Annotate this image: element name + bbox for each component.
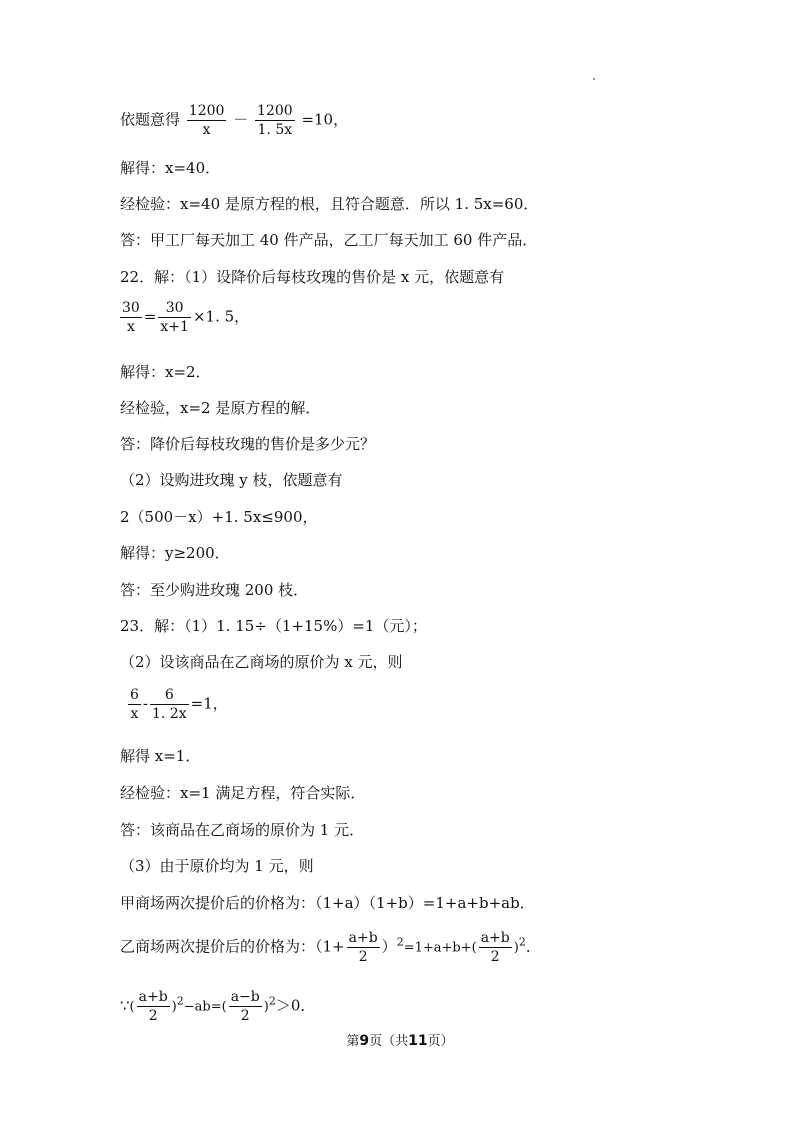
text-line: 答：该商品在乙商场的原价为 1 元． (120, 821, 365, 839)
fraction: $\frac{a-b}{2}$ (230, 989, 260, 1024)
text-line: 答：降价后每枝玫瑰的售价是多少元？ (120, 435, 376, 453)
fraction: $\frac{a+b}{2}$ (348, 930, 378, 965)
text-line: 经检验，x=2 是原方程的解． (120, 399, 321, 417)
text-line: （3）由于原价均为 1 元，则 (120, 857, 314, 875)
text-line: 解得：x=40． (120, 159, 221, 177)
fraction: $\frac{6}{x}$ (130, 687, 139, 722)
fraction: $\frac{a+b}{2}$ (480, 930, 510, 965)
fraction: $\frac{a+b}{2}$ (138, 989, 168, 1024)
equation-1: 依题意得 $\frac{1200}{x}$ － $\frac{1200}{1. 5x}$ =10， (120, 103, 349, 138)
eq1-prefix: 依题意得 (120, 110, 181, 129)
equation-3: $\frac{6}{x}$ - $\frac{6}{1. 2x}$ =1， (130, 687, 228, 722)
equation-5: ∵( $\frac{a+b}{2}$ )$^2$−ab=( $\frac{a-b}{2}$ )$^2$＞0． (120, 989, 316, 1024)
equation-2: $\frac{30}{x}$ = $\frac{30}{x+1}$ ×1. 5， (122, 300, 250, 335)
text-line: 23．解：（1）1. 15÷（1+15%）=1（元）； (120, 617, 427, 635)
text-line: 22．解：（1）设降价后每枝玫瑰的售价是 x 元，依题意有 (120, 268, 505, 286)
fraction: $\frac{1200}{x}$ (188, 103, 225, 138)
fraction: $\frac{30}{x+1}$ (160, 300, 189, 335)
stray-dot (593, 78, 595, 80)
text-line: （2）设该商品在乙商场的原价为 x 元，则 (120, 653, 403, 671)
text-line: 解得 x=1． (120, 747, 201, 765)
page-total: 11 (408, 1033, 428, 1049)
fraction: $\frac{6}{1. 2x}$ (152, 687, 187, 722)
page-number: 9 (359, 1033, 370, 1049)
fraction: $\frac{30}{x}$ (122, 300, 140, 335)
text-line: 2（500－x）+1. 5x≤900， (120, 508, 318, 526)
text-line: 解得：y≥200． (120, 544, 230, 562)
text-line: （2）设购进玫瑰 y 枝，依题意有 (120, 471, 343, 489)
text-line: 甲商场两次提价后的价格为：（1+a）（1+b）=1+a+b+ab． (120, 894, 535, 912)
text-line: 答：甲工厂每天加工 40 件产品，乙工厂每天加工 60 件产品． (120, 231, 538, 249)
equation-4: 乙商场两次提价后的价格为：（1+ $\frac{a+b}{2}$ ）$^2$=1+a+b+( $\frac{a+b}{2}$ )$^2$． (120, 930, 541, 965)
text-line: 经检验：x=1 满足方程，符合实际． (120, 784, 366, 802)
text-line: 答：至少购进玫瑰 200 枝． (120, 581, 309, 599)
text-line: 解得：x=2． (120, 363, 211, 381)
page-footer: 第9页（共11页） (346, 1033, 454, 1049)
text-line: 经检验：x=40 是原方程的根，且符合题意．所以 1. 5x=60． (120, 195, 539, 213)
fraction: $\frac{1200}{1. 5x}$ (257, 103, 293, 138)
